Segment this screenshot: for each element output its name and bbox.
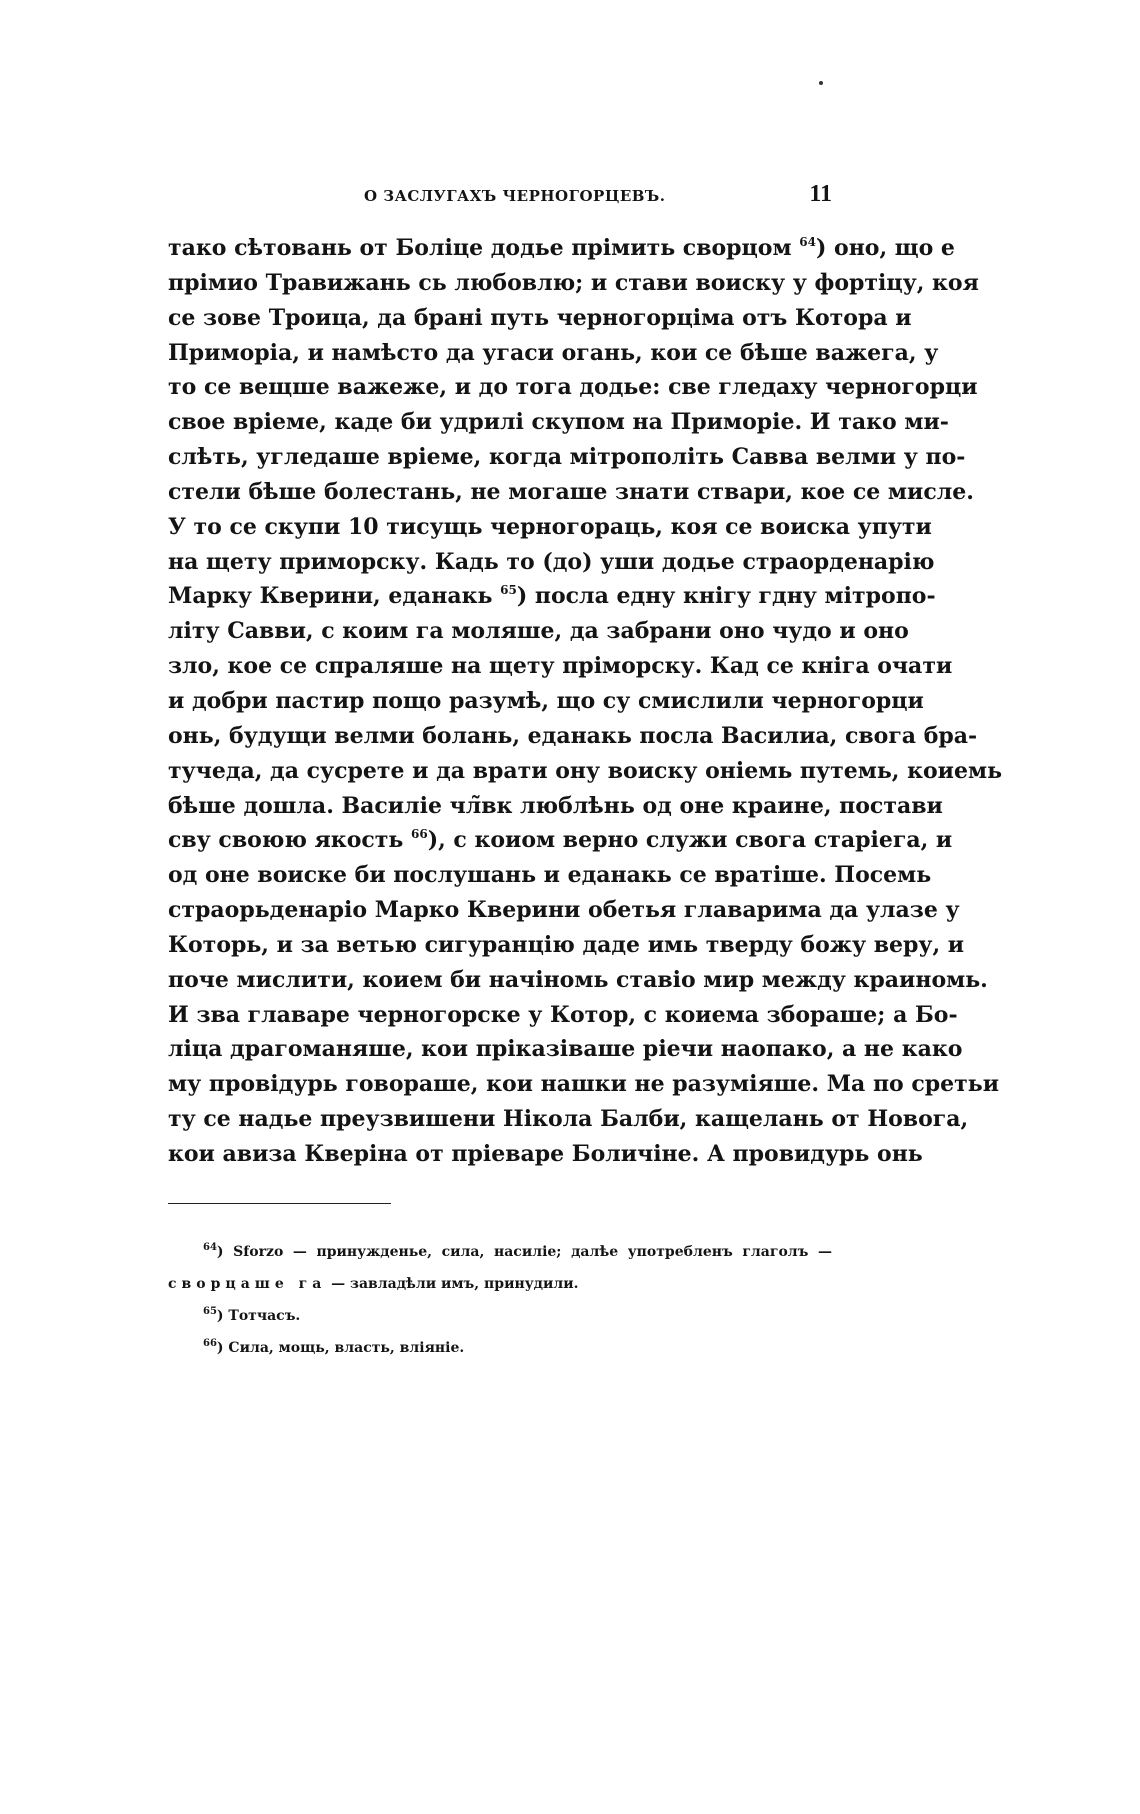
running-head bbox=[168, 183, 832, 213]
text-line bbox=[168, 823, 953, 858]
line-text: страорьденаріо Марко Кверини обетья главарима да улазе у bbox=[168, 897, 960, 924]
text-line bbox=[168, 510, 932, 545]
text-line bbox=[168, 649, 953, 684]
page-number: 11 bbox=[809, 181, 832, 207]
footnote-number: 64 bbox=[203, 1242, 217, 1253]
text-line bbox=[168, 440, 966, 475]
footnote-66 bbox=[168, 1332, 832, 1364]
line-text: Марку Кверини, еданакь bbox=[168, 583, 501, 610]
line-text: тако сѣтовань от Боліце додье прімить сворцом bbox=[168, 235, 800, 261]
line-text-continued: ), с коиом верно служи свога старіега, и bbox=[427, 827, 953, 854]
text-line bbox=[168, 893, 960, 928]
text-line bbox=[168, 231, 955, 266]
line-text: сву своюю якость bbox=[168, 827, 411, 854]
text-line bbox=[168, 719, 978, 754]
print-speck bbox=[819, 81, 823, 85]
text-line bbox=[168, 545, 935, 580]
line-text: свое вріеме, каде би удрилі скупом на Приморіе. И тако ми- bbox=[168, 409, 949, 436]
text-line bbox=[168, 301, 912, 336]
footnote-65 bbox=[168, 1300, 832, 1332]
line-text: Приморіа, и намѣсто да угаси огань, кои се бѣше важега, у bbox=[168, 339, 939, 366]
line-text: слѣть, угледаше вріеме, когда мітрополіть Савва велми у по- bbox=[168, 444, 966, 471]
footnote-reference: 65 bbox=[500, 583, 517, 598]
line-text: ліца драгоманяше, кои прiказіваше ріечи наопако, а не како bbox=[168, 1036, 963, 1063]
line-text: бѣше дошла. Василіе чл̃вк люблѣнь од оне краине, постави bbox=[168, 792, 943, 819]
running-title: О ЗАСЛУГАХЪ ЧЕРНОГОРЦЕВЪ. bbox=[364, 187, 666, 205]
footnote-64-continued bbox=[168, 1268, 832, 1300]
line-text: ту се надье преузвишени Нікола Балби, кащелань от Новога, bbox=[168, 1106, 969, 1133]
line-text: стели бѣше болестань, не могаше знати ствари, кое се мисле. bbox=[168, 478, 974, 505]
text-line bbox=[168, 789, 943, 824]
line-text: на щету приморску. Кадь то (до) уши додье страорденарію bbox=[168, 548, 935, 575]
text-line bbox=[168, 754, 1003, 789]
line-text: У то се скупи 10 тисущь черногорaць, коя се воиска упути bbox=[168, 513, 932, 540]
line-text: літу Савви, с коим га моляше, да забрани оно чудо и оно bbox=[168, 618, 909, 645]
text-line bbox=[168, 1032, 963, 1067]
footnote-text: ) Sforzo — принужденье, сила, насиліе; далѣе употребленъ глаголъ — bbox=[216, 1244, 832, 1260]
line-text: то се вещше важеже, и до тога додье: све гледаху черногорци bbox=[168, 374, 978, 401]
line-text-continued: ) оно, що е bbox=[815, 235, 955, 261]
text-line bbox=[168, 336, 939, 371]
footnote-separator bbox=[168, 1203, 391, 1204]
footnotes bbox=[168, 1236, 832, 1364]
line-text: онь, будущи велми болань, еданакь посла Василиа, свога бра- bbox=[168, 722, 978, 749]
footnote-text: ) Тотчасъ. bbox=[216, 1308, 301, 1324]
footnote-number: 65 bbox=[203, 1306, 217, 1317]
line-text: кои авиза Кверіна от пріеваре Боличіне. А провидурь онь bbox=[168, 1140, 923, 1167]
line-text: се зове Троица, да брані путь черногорціма отъ Котора и bbox=[168, 304, 912, 331]
line-text: од оне воиске би послушань и еданакь се вратіше. Посемь bbox=[168, 862, 932, 889]
line-text: и добри пастир пощо разумѣ, що су смислили черногорци bbox=[168, 687, 924, 714]
line-text-continued: ) посла едну кнігу гдну мітропо- bbox=[516, 583, 936, 610]
text-line bbox=[168, 614, 909, 649]
text-line bbox=[168, 1137, 923, 1172]
line-text: тучеда, да сусрете и да врати ону воиску оніемь путемь, коиемь bbox=[168, 757, 1003, 784]
text-line bbox=[168, 998, 958, 1033]
text-line bbox=[168, 370, 978, 405]
text-line bbox=[168, 963, 988, 998]
text-line bbox=[168, 684, 924, 719]
text-line bbox=[168, 1067, 1000, 1102]
text-line bbox=[168, 579, 936, 614]
footnote-number: 66 bbox=[203, 1338, 217, 1349]
line-text: зло, кое се спраляше на щету пріморску. Кад се кніга очати bbox=[168, 653, 953, 680]
text-line bbox=[168, 475, 974, 510]
line-text: И зва главаре черногорске у Котор, с коиема збораше; а Бо- bbox=[168, 1001, 958, 1028]
text-line bbox=[168, 928, 965, 963]
footnote-spaced-term: сворцаше га bbox=[168, 1276, 327, 1292]
body-text bbox=[168, 231, 1003, 1172]
footnote-64 bbox=[168, 1236, 832, 1268]
text-line bbox=[168, 405, 949, 440]
line-text: поче мислити, коием би начіномь ставіо мир между краиномь. bbox=[168, 966, 988, 993]
footnote-text: — завладѣли имъ, принудили. bbox=[326, 1276, 579, 1292]
line-text: Которь, и за ветью сигуранцію даде имь тверду божу веру, и bbox=[168, 931, 965, 958]
footnote-text: ) Сила, мощь, власть, вліяніе. bbox=[216, 1340, 465, 1356]
text-line bbox=[168, 266, 979, 301]
footnote-reference: 64 bbox=[799, 235, 816, 249]
text-line bbox=[168, 1102, 969, 1137]
text-line bbox=[168, 858, 932, 893]
line-text: му провідурь говораше, кои нашки не разуміяше. Ма по сретьи bbox=[168, 1071, 1000, 1098]
line-text: прімио Травижань сь любовлю; и стави воиску у фортіцу, коя bbox=[168, 269, 979, 296]
footnote-reference: 66 bbox=[411, 827, 428, 842]
